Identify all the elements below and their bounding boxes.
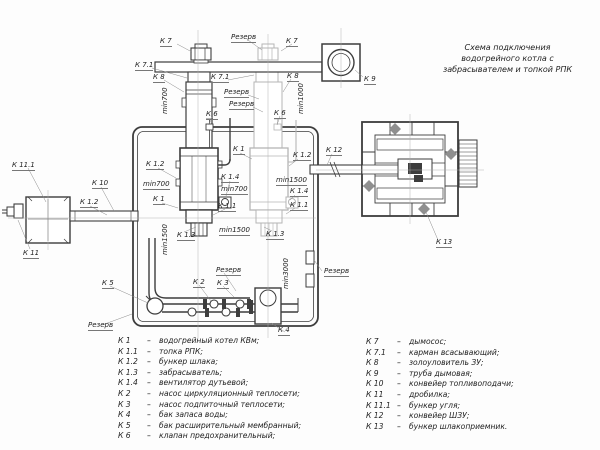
label-min3000: min3000 <box>282 257 290 289</box>
legend-item: К 4 – бак запаса воды; <box>118 410 228 420</box>
pumps <box>188 300 244 316</box>
firebox-k11 <box>186 210 212 223</box>
legend-item: К 1.4 – вентилятор дутьевой; <box>118 378 249 388</box>
label-k8-left: К 8 <box>153 73 165 81</box>
title-line: Схема подключения <box>464 43 551 52</box>
legend-item: К 5 – бак расширительный мембранный; <box>118 420 302 430</box>
label-rezerv-right: Резерв <box>324 267 350 275</box>
stairs <box>459 140 477 187</box>
legend-item: К 3 – насос подпиточный теплосети; <box>118 399 285 409</box>
label-k12-right: К 1.2 <box>293 151 312 159</box>
crusher-k11 <box>2 204 23 218</box>
label-k12-pipe: К 1.2 <box>80 198 99 206</box>
fuel-conveyor-k10 <box>70 211 138 221</box>
label-min1500-vert: min1500 <box>161 223 169 255</box>
label-min1500-mid: min1500 <box>219 226 251 234</box>
legend-right <box>366 337 514 432</box>
label-rezerv-duct2: Резерв <box>229 100 255 108</box>
title-line: забрасывателем и топкой РПК <box>442 65 573 74</box>
label-k2: К 2 <box>193 278 205 286</box>
label-k8-right: К 8 <box>287 72 299 80</box>
label-k6-right: К 6 <box>274 109 286 117</box>
legend-left <box>118 336 301 442</box>
legend-item: К 10 – конвейер топливоподачи; <box>366 379 514 389</box>
label-k13-spreader-right: К 1.3 <box>266 230 285 238</box>
label-rezerv-mid: Резерв <box>216 266 242 274</box>
label-k1-left: К 1 <box>153 195 165 203</box>
legend-item: К 13 – бункер шлакоприемник. <box>366 421 508 431</box>
label-k11: К 11 <box>23 249 40 257</box>
legend-item: К 12 – конвейер ШЗУ; <box>366 411 470 421</box>
legend-item: К 9 – труба дымовая; <box>366 368 473 378</box>
label-k13: К 13 <box>436 238 453 246</box>
label-k111: К 11.1 <box>12 161 35 169</box>
label-k71-left: К 7.1 <box>135 61 154 69</box>
legend-item: К 7.1 – карман всасывающий; <box>366 347 500 357</box>
label-k4: К 4 <box>278 326 290 334</box>
legend-item: К 1.2 – бункер шлака; <box>118 357 218 367</box>
label-k7-right: К 7 <box>286 37 298 45</box>
slag-bunker-k13 <box>362 122 477 216</box>
legend-item: К 1.3 – забрасыватель; <box>118 367 223 377</box>
label-k14-mid: К 1.4 <box>221 173 240 181</box>
legend-item: К 1 – водогрейный котел КВм; <box>118 336 260 345</box>
expansion-tank-k5 <box>146 296 163 314</box>
label-rezerv-left: Резерв <box>88 321 114 329</box>
label-min700-duct: min700 <box>161 87 169 114</box>
label-k71-mid: К 7.1 <box>211 73 230 81</box>
legend-item: К 1.1 – топка РПК; <box>118 346 203 356</box>
legend-item: К 8 – золоуловитель ЗУ; <box>366 358 484 368</box>
legend-item: К 7 – дымосос; <box>366 337 447 346</box>
label-k6-left: К 6 <box>206 110 218 118</box>
label-k14-right: К 1.4 <box>290 187 309 195</box>
drawing-title <box>420 42 595 75</box>
label-rezerv-duct1: Резерв <box>224 88 250 96</box>
title-line: водогрейного котла с <box>461 54 554 63</box>
legend-item: К 11 – дробилка; <box>366 389 450 399</box>
label-k5: К 5 <box>102 279 114 287</box>
label-min1500-right: min1500 <box>276 176 308 184</box>
label-k11-right: К 1.1 <box>290 201 309 209</box>
safety-valve-k6 <box>206 124 213 130</box>
label-rezerv-fan: Резерв <box>231 33 257 41</box>
label-k7-left: К 7 <box>160 37 172 45</box>
label-k12-left: К 1.2 <box>146 160 165 168</box>
label-min1000: min1000 <box>297 82 305 114</box>
legend-item: К 6 – клапан предохранительный; <box>118 431 276 441</box>
label-k1-right: К 1 <box>233 145 245 153</box>
smoke-exhauster-k7 <box>191 44 211 63</box>
legend-item: К 2 – насос циркуляционный теплосети; <box>118 388 300 398</box>
label-k13-spreader-left: К 1.3 <box>177 231 196 239</box>
legend-item: К 11.1 – бункер угля; <box>366 400 461 410</box>
label-min700-left: min700 <box>143 180 170 188</box>
flue-duct <box>155 62 322 72</box>
label-k10: К 10 <box>92 179 109 187</box>
label-k9: К 9 <box>364 75 376 83</box>
label-min700-mid: min700 <box>221 185 248 193</box>
label-k12-conveyor: К 12 <box>326 146 343 154</box>
reserve-connectors <box>306 251 314 287</box>
label-k3: К 3 <box>217 279 229 287</box>
label-k11-mid: К 1.1 <box>218 202 237 210</box>
